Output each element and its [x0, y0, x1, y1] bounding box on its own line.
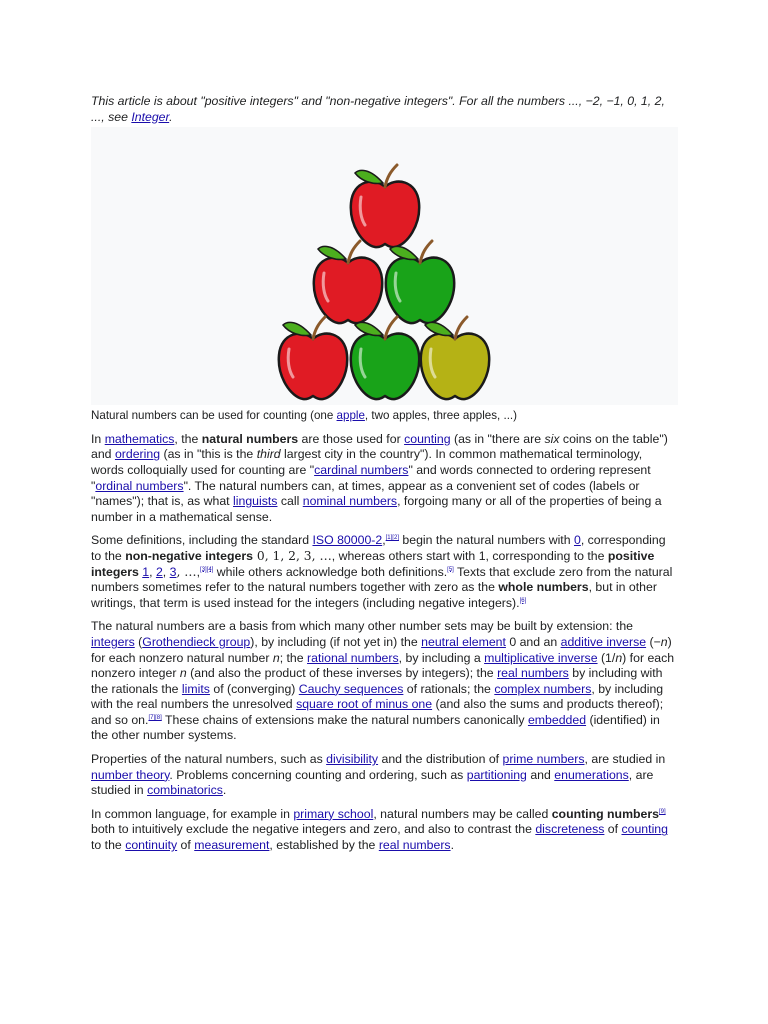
grothendieck-group-link[interactable]: Grothendieck group — [142, 634, 251, 649]
text: These chains of extensions make the natural numbers canonically — [161, 712, 528, 727]
measurement-link[interactable]: measurement — [194, 838, 270, 853]
reference-6[interactable]: [6] — [519, 597, 527, 604]
text: of (converging) — [209, 681, 299, 696]
ordinal-numbers-link[interactable]: ordinal numbers — [95, 478, 184, 493]
text: ". The natural numbers can, at times, appear as a convenient set of codes (labels or "names"); that is, as what — [91, 478, 640, 509]
text: . — [222, 783, 227, 798]
text: and — [526, 767, 555, 782]
text: (− — [646, 634, 661, 649]
green-apple-middle-right-icon — [386, 241, 454, 323]
text: are those used for — [298, 431, 405, 446]
article-body — [91, 94, 678, 854]
variable-n: n — [272, 650, 280, 665]
non-negative-integers-term: non-negative integers — [125, 548, 253, 563]
intro-paragraph — [91, 432, 678, 526]
text: Texts that exclude zero from the natural numbers sometimes refer to the natural numbers together with zero as the — [91, 564, 673, 595]
one-link[interactable]: 1 — [142, 564, 150, 579]
multiplicative-inverse-link[interactable]: multiplicative inverse — [484, 650, 598, 665]
text: , are studied in — [91, 767, 654, 798]
counting-link[interactable]: counting — [404, 431, 451, 446]
text: (as in "there are — [450, 431, 545, 446]
properties-paragraph — [91, 752, 678, 799]
caption-text-end: , two apples, three apples, ...) — [364, 409, 518, 423]
variable-n: n — [660, 634, 668, 649]
real-numbers-link[interactable]: real numbers — [497, 666, 569, 681]
common-language-paragraph — [91, 807, 678, 854]
text: . — [450, 838, 454, 853]
nominal-numbers-link[interactable]: nominal numbers — [302, 494, 398, 509]
text: (and also the product of these inverses by integers); the — [186, 666, 498, 681]
text: , forgoing many or all of the properties of being a number in a mathematical sense. — [91, 494, 662, 524]
text: (and also the sums and products thereof); and so on. — [91, 697, 664, 727]
emphasis: third — [256, 447, 281, 462]
text: , — [149, 564, 156, 579]
two-link[interactable]: 2 — [155, 564, 163, 579]
text: ( — [134, 634, 143, 649]
reference-5[interactable]: [5] — [447, 566, 454, 573]
ordering-link[interactable]: ordering — [114, 447, 161, 462]
text: ), by including (if not yet in) the — [250, 634, 422, 649]
neutral-element-link[interactable]: neutral element — [421, 634, 506, 649]
red-apple-bottom-left-icon — [279, 317, 347, 399]
hatnote-text: This article is about "positive integers" and "non-negative integers". For all the numbers ..., −2, −1, 0, 1, 2, ..., see — [91, 94, 665, 124]
text: Some definitions, including the standard — [91, 533, 313, 548]
emphasis: six — [544, 431, 560, 446]
cauchy-sequences-link[interactable]: Cauchy sequences — [298, 681, 404, 696]
number-theory-link[interactable]: number theory — [91, 767, 170, 782]
text: , by including a — [398, 650, 485, 665]
integers-link[interactable]: integers — [91, 634, 135, 649]
mathematics-link[interactable]: mathematics — [104, 431, 175, 446]
caption-text: Natural numbers can be used for counting (one — [91, 409, 337, 423]
text: of — [177, 838, 195, 853]
reference-1-2[interactable]: [1][2] — [385, 535, 399, 542]
text: ) for each nonzero integer — [91, 650, 675, 681]
counting-link-2[interactable]: counting — [621, 822, 668, 837]
text: to the — [91, 838, 126, 853]
enumerations-link[interactable]: enumerations — [554, 767, 629, 782]
counting-numbers-term: counting numbers — [551, 806, 659, 821]
text: , are studied in — [584, 752, 666, 767]
primary-school-link[interactable]: primary school — [293, 806, 374, 821]
rational-numbers-link[interactable]: rational numbers — [307, 650, 399, 665]
limits-link[interactable]: limits — [181, 681, 210, 696]
text: , — [382, 533, 386, 548]
text: of — [604, 822, 622, 837]
text: In common language, for example in — [91, 806, 294, 821]
real-numbers-link-2[interactable]: real numbers — [378, 838, 451, 853]
figure-caption — [91, 408, 678, 424]
text: , — [196, 564, 201, 579]
integer-link[interactable]: Integer — [131, 109, 170, 124]
text: 0 and an — [505, 634, 561, 649]
text: " and words connected to ordering represent " — [91, 462, 651, 493]
text: ; the — [279, 650, 308, 665]
reference-9[interactable]: [9] — [658, 808, 666, 815]
whole-numbers-term: whole numbers — [498, 580, 589, 595]
text: , corresponding to the — [91, 533, 666, 563]
text: . Problems concerning counting and ordering, such as — [169, 767, 467, 782]
continuity-link[interactable]: continuity — [125, 838, 178, 853]
text: , natural numbers may be called — [373, 806, 552, 821]
square-root-of-minus-one-link[interactable]: square root of minus one — [296, 697, 433, 712]
zero-link[interactable]: 0 — [573, 533, 581, 548]
red-apple-top-icon — [351, 165, 419, 247]
text: of rationals; the — [403, 681, 495, 696]
text: (as in "this is the — [160, 447, 257, 462]
apple-pyramid-figure — [91, 127, 678, 405]
reference-3-4[interactable]: [3][4] — [200, 566, 214, 573]
positive-integers-term: positive integers — [91, 548, 655, 579]
definitions-paragraph — [91, 533, 678, 611]
reference-7-8[interactable]: [7][8] — [148, 714, 162, 721]
apple-pyramid-image — [91, 127, 678, 405]
divisibility-link[interactable]: divisibility — [326, 752, 379, 767]
additive-inverse-link[interactable]: additive inverse — [560, 634, 647, 649]
combinatorics-link[interactable]: combinatorics — [147, 783, 223, 798]
text: , — [162, 564, 170, 579]
text: and the distribution of — [378, 752, 503, 767]
embedded-link[interactable]: embedded — [527, 712, 587, 727]
prime-numbers-link[interactable]: prime numbers — [502, 752, 585, 767]
text: both to intuitively exclude the negative integers and zero, and also to contrast the — [91, 822, 536, 837]
red-apple-middle-left-icon — [314, 241, 382, 323]
linguists-link[interactable]: linguists — [233, 494, 278, 509]
text: , the — [174, 431, 202, 446]
hatnote-text-end: . — [169, 109, 173, 124]
natural-numbers-term: natural numbers — [201, 431, 299, 446]
math-ellipsis: , … — [176, 564, 197, 579]
text: , whereas others start with 1, corresponding to the — [331, 548, 608, 563]
discreteness-link[interactable]: discreteness — [535, 822, 605, 837]
text: (1/ — [597, 650, 616, 665]
text: call — [277, 494, 303, 509]
olive-apple-bottom-right-icon — [421, 317, 489, 399]
text: , by including with the real numbers the unresolved — [91, 681, 664, 712]
iso-80000-2-link[interactable]: ISO 80000-2 — [312, 533, 383, 548]
text: In — [91, 431, 105, 446]
green-apple-bottom-center-icon — [351, 317, 419, 399]
text: while others acknowledge both definitions. — [213, 564, 448, 579]
variable-n: n — [615, 650, 623, 665]
math-sequence: 0, 1, 2, 3, … — [252, 548, 332, 563]
text: coins on the table") and — [91, 431, 668, 462]
text: , but in other writings, that term is used instead for the integers (including negative integers). — [91, 580, 657, 610]
text: largest city in the country"). In common mathematical terminology, words colloquially used for counting are " — [91, 447, 643, 477]
extensions-paragraph — [91, 619, 678, 744]
cardinal-numbers-link[interactable]: cardinal numbers — [314, 462, 409, 477]
text: ) for each nonzero natural number — [91, 634, 672, 665]
three-link[interactable]: 3 — [169, 564, 177, 579]
text: (identified) in the other number systems. — [91, 712, 660, 743]
variable-n: n — [179, 666, 187, 681]
text: Properties of the natural numbers, such as — [91, 752, 327, 767]
partitioning-link[interactable]: partitioning — [466, 767, 527, 782]
hatnote — [91, 94, 678, 125]
text: begin the natural numbers with — [398, 533, 574, 548]
apple-link[interactable]: apple — [336, 409, 365, 423]
text: The natural numbers are a basis from which many other number sets may be built by extension: the — [91, 619, 634, 634]
complex-numbers-link[interactable]: complex numbers — [494, 681, 592, 696]
text: , established by the — [269, 838, 379, 853]
text: by including with the rationals the — [91, 666, 663, 696]
